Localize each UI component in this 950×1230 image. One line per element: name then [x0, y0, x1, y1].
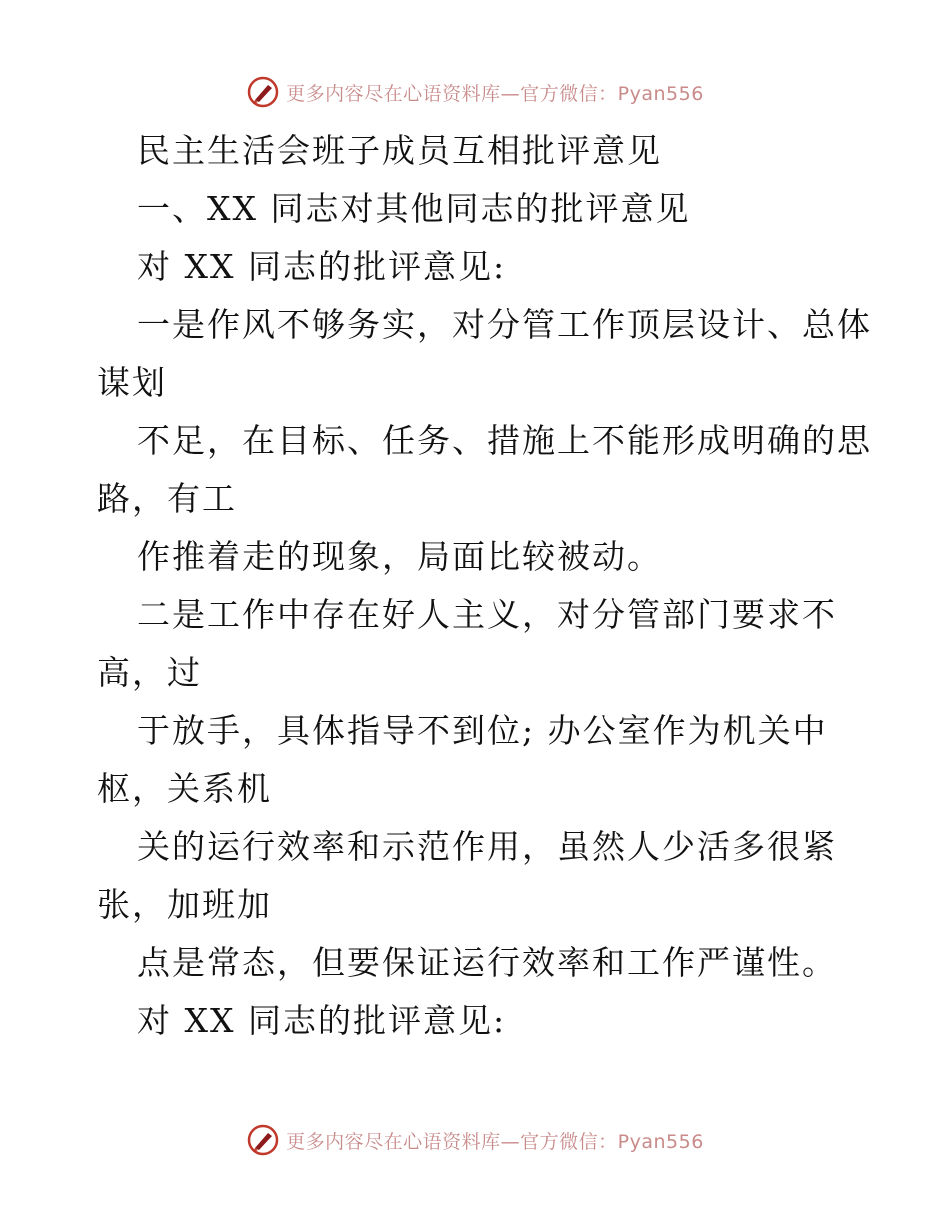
watermark-text: 更多内容尽在心语资料库—官方微信：Pyan556: [286, 82, 704, 105]
subheading: 对 XX 同志的批评意见:: [137, 1001, 507, 1040]
paragraph-line: 二是工作中存在好人主义，对分管部门要求不: [137, 595, 837, 634]
paragraph-line: 谋划: [97, 363, 167, 402]
pen-logo-icon: [246, 1123, 280, 1157]
pen-logo-icon: [246, 75, 280, 109]
watermark-text: 更多内容尽在心语资料库—官方微信：Pyan556: [286, 1130, 704, 1153]
paragraph-line: 点是常态，但要保证运行效率和工作严谨性。: [137, 943, 837, 982]
paragraph-line: 张，加班加: [97, 885, 272, 924]
paragraph-line: 枢，关系机: [97, 769, 272, 808]
document-title: 民主生活会班子成员互相批评意见: [137, 131, 662, 170]
subheading: 对 XX 同志的批评意见:: [137, 247, 507, 286]
footer-watermark: [0, 1120, 950, 1160]
document-body: [97, 122, 872, 1050]
section-heading: 一、XX 同志对其他同志的批评意见: [137, 189, 691, 228]
header-watermark: [0, 72, 950, 112]
paragraph-line: 一是作风不够务实，对分管工作顶层设计、总体: [137, 305, 872, 344]
paragraph-line: 路，有工: [97, 479, 237, 518]
paragraph-line: 作推着走的现象，局面比较被动。: [137, 537, 662, 576]
paragraph-line: 不足，在目标、任务、措施上不能形成明确的思: [137, 421, 872, 460]
paragraph-line: 关的运行效率和示范作用，虽然人少活多很紧: [137, 827, 837, 866]
paragraph-line: 高，过: [97, 653, 202, 692]
paragraph-line: 于放手，具体指导不到位; 办公室作为机关中: [137, 711, 828, 750]
